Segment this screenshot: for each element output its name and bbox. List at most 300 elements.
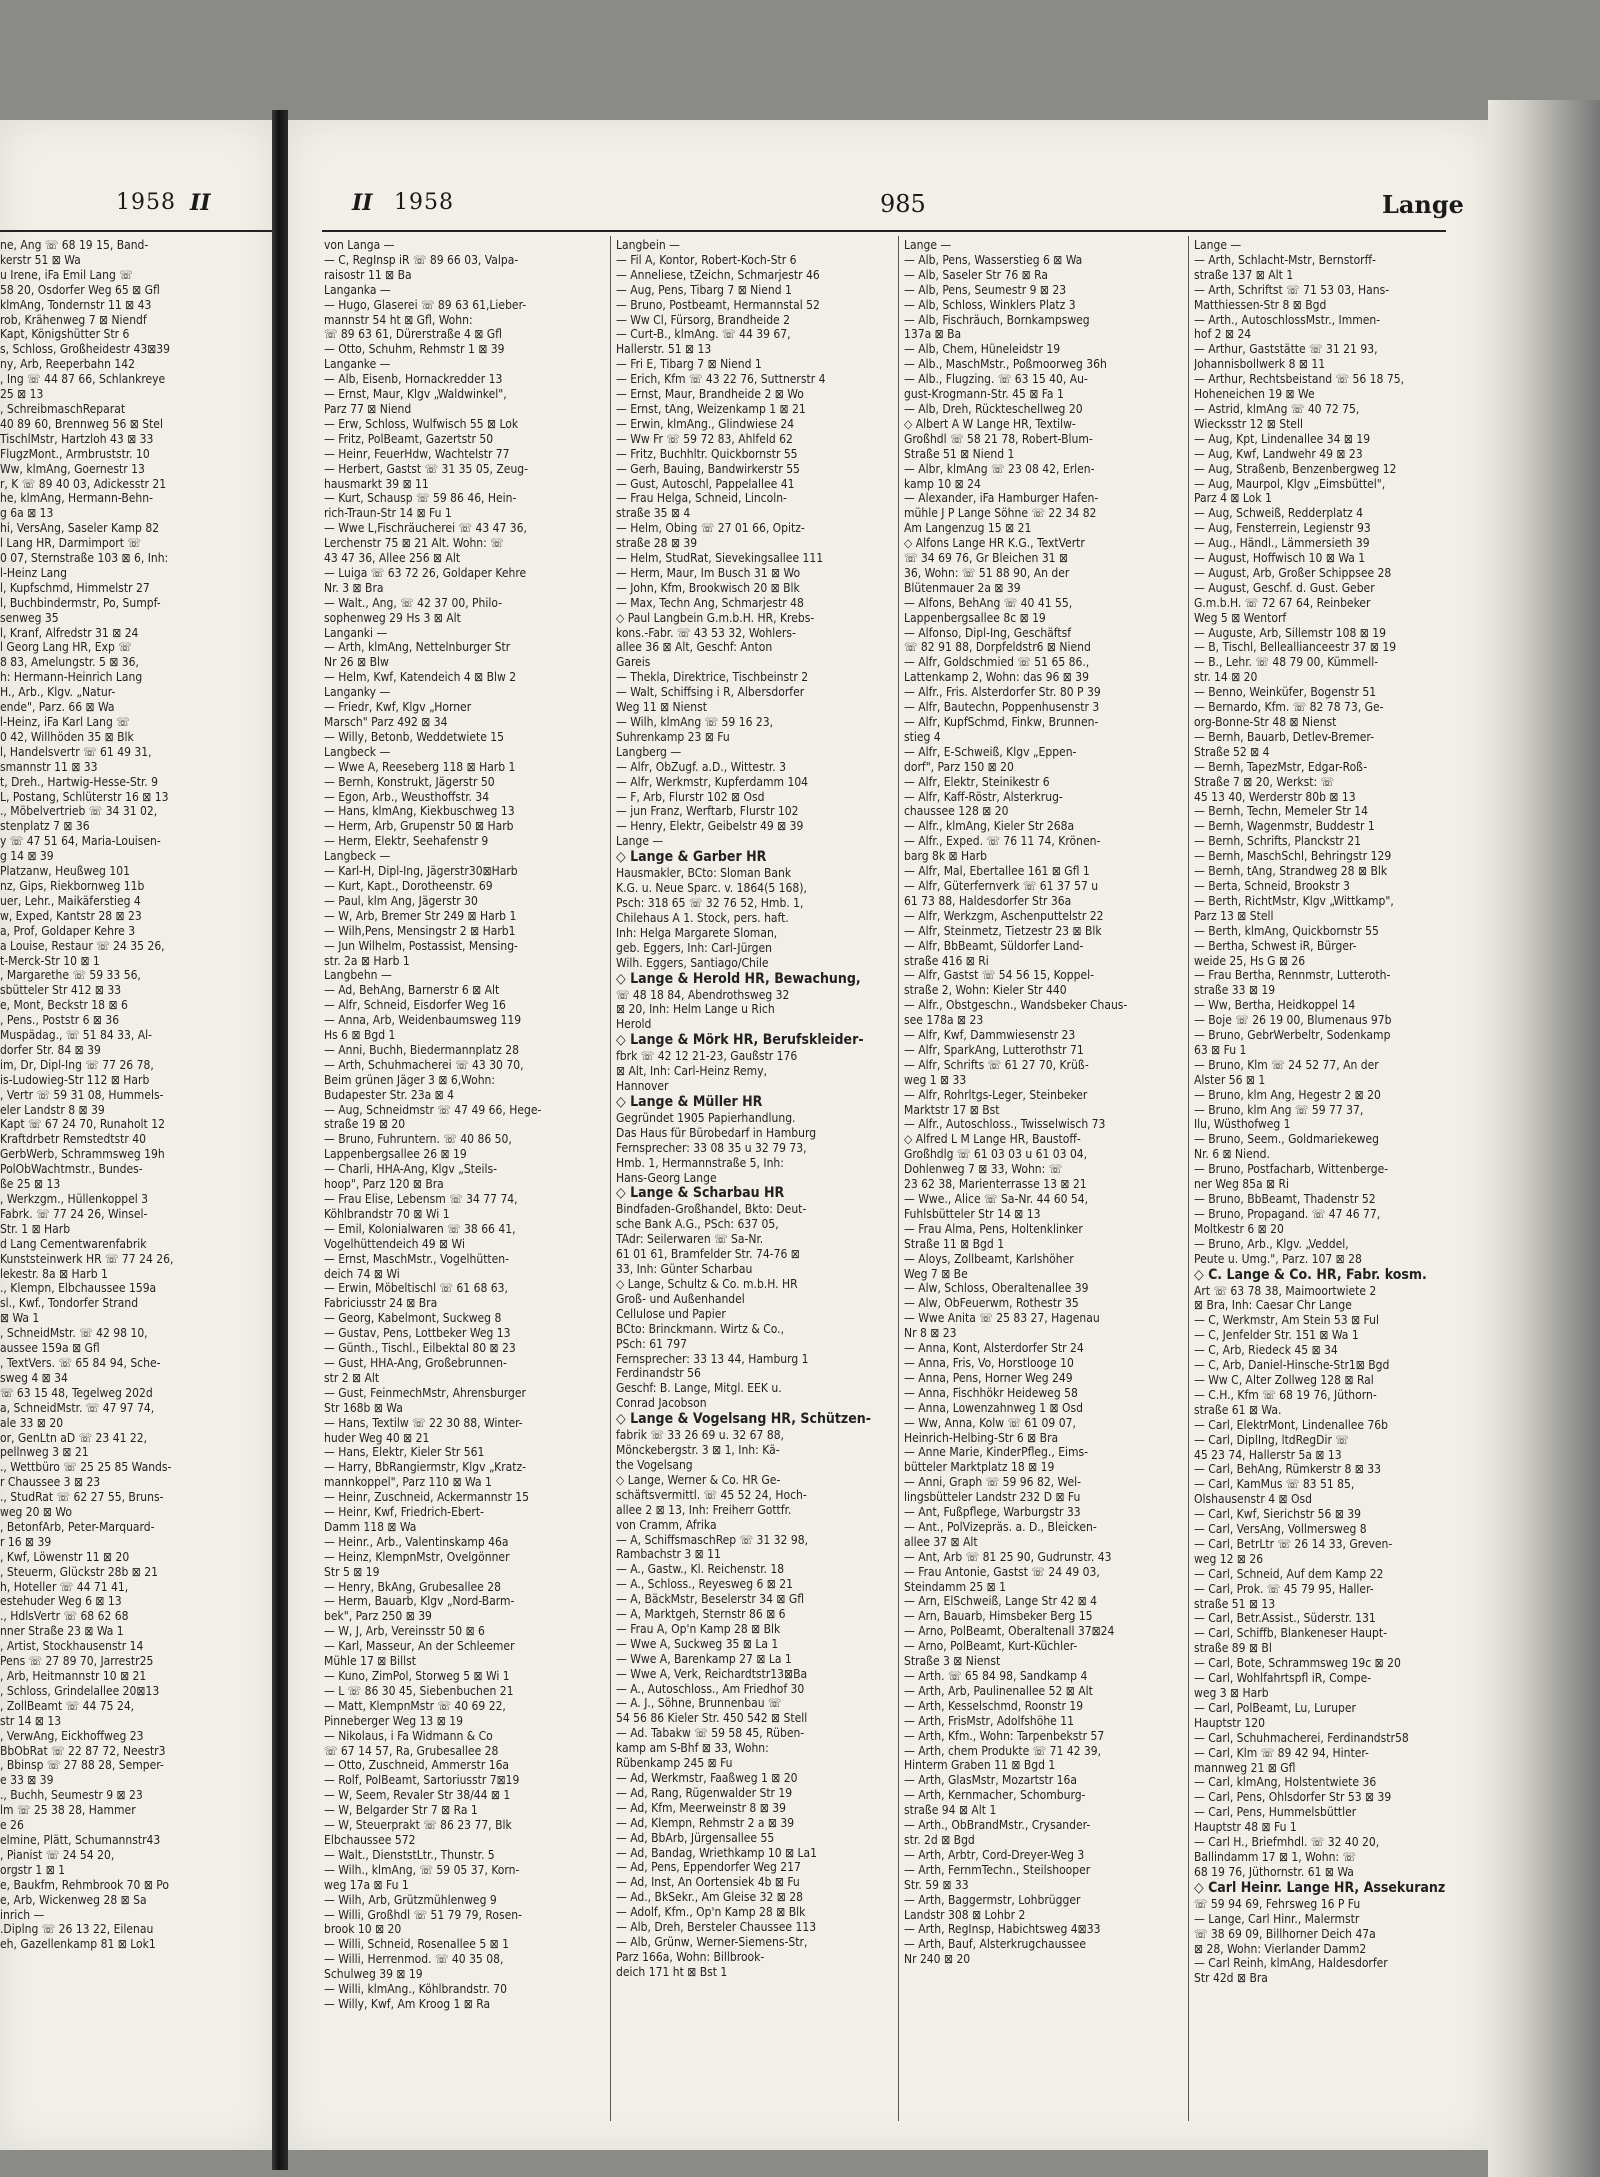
directory-entry: — Thekla, Direktrice, Tischbeinstr 2	[616, 670, 809, 685]
directory-entry: sbütteler Str 412 ⊠ 33	[0, 983, 122, 998]
directory-entry: 0 07, Sternstraße 103 ⊠ 6, Inh:	[0, 551, 169, 566]
directory-entry: — Wwe A, Suckweg 35 ⊠ La 1	[616, 1636, 779, 1651]
directory-entry: — Heinr., Arb., Valentinskamp 46a	[324, 1534, 509, 1549]
directory-entry: — Anne Marie, KinderPfleg., Eims-	[904, 1445, 1089, 1460]
directory-entry: — Hans, Textilw ☏ 22 30 88, Winter-	[324, 1415, 523, 1430]
directory-column-4	[1194, 238, 1446, 2118]
directory-entry: 63 ⊠ Fu 1	[1194, 1042, 1247, 1057]
directory-entry: ner Weg 85a ⊠ Ri	[1194, 1177, 1290, 1192]
directory-entry: — Wwe L,Fischräucherei ☏ 43 47 36,	[324, 521, 527, 536]
directory-entry: — Kurt, Schausp ☏ 59 86 46, Hein-	[324, 491, 517, 506]
directory-entry: 54 56 86 Kieler Str. 450 542 ⊠ Stell	[616, 1711, 808, 1726]
directory-entry: — Alb, Chem, Hüneleidstr 19	[904, 342, 1061, 357]
directory-entry: — Alfr, BbBeamt, Süldorfer Land-	[904, 938, 1084, 953]
directory-entry: straße 28 ⊠ 39	[616, 536, 698, 551]
directory-entry: ☏ 59 94 69, Fehrsweg 16 P Fu	[1194, 1896, 1361, 1911]
directory-entry: Bindfaden-Großhandel, Bkto: Deut-	[616, 1202, 807, 1217]
directory-entry: — Astrid, klmAng ☏ 40 72 75,	[1194, 401, 1360, 416]
directory-entry: — Hans, klmAng, Kiekbuschweg 13	[324, 804, 515, 819]
directory-entry: ne, Ang ☏ 68 19 15, Band-	[0, 238, 149, 252]
directory-entry: PolObWachtmstr., Bundes-	[0, 1162, 143, 1177]
directory-entry: — Arn, ElSchweiß, Lange Str 42 ⊠ 4	[904, 1594, 1097, 1609]
directory-entry: Hoheneichen 19 ⊠ We	[1194, 387, 1315, 402]
directory-entry: straße 2, Wohn: Kieler Str 440	[904, 983, 1067, 998]
directory-entry: uer, Lehr., Maikäferstieg 4	[0, 893, 141, 908]
directory-entry: Damm 118 ⊠ Wa	[324, 1519, 417, 1534]
directory-entry: — Otto, Zuschneid, Ammerstr 16a	[324, 1758, 510, 1773]
directory-entry: — Bernh, TapezMstr, Edgar-Roß-	[1194, 759, 1368, 774]
directory-entry: ., Buchh, Seumestr 9 ⊠ 23	[0, 1788, 143, 1803]
directory-entry: — Wwe A, Barenkamp 27 ⊠ La 1	[616, 1651, 792, 1666]
directory-entry: , SchreibmaschReparat	[0, 401, 126, 416]
directory-entry: Parz 13 ⊠ Stell	[1194, 908, 1274, 923]
directory-entry: weide 25, Hs G ⊠ 26	[1194, 953, 1306, 968]
directory-entry: Pinneberger Weg 13 ⊠ 19	[324, 1713, 463, 1728]
directory-entry: ◇ Lange & Scharbau HR	[616, 1185, 785, 1202]
directory-entry: Fuhlsbütteler Str 14 ⊠ 13	[904, 1206, 1041, 1221]
directory-entry: elmine, Plätt, Schumannstr43	[0, 1832, 161, 1847]
directory-entry: — Kurt, Kapt., Dorotheenstr. 69	[324, 878, 493, 893]
directory-entry: — Bernh, Wagenmstr, Buddestr 1	[1194, 819, 1375, 834]
directory-entry: Pens ☏ 27 89 70, Jarrestr25	[0, 1654, 154, 1669]
directory-entry: ., Wettbüro ☏ 25 25 85 Wands-	[0, 1460, 172, 1475]
directory-entry: ◇ Lange & Garber HR	[616, 849, 767, 866]
directory-entry: ◇ Alfons Lange HR K.G., TextVertr	[904, 536, 1085, 551]
directory-entry: lingsbütteler Landstr 232 D ⊠ Fu	[904, 1490, 1081, 1505]
directory-entry: — Frau Bertha, Rennmstr, Lutteroth-	[1194, 968, 1391, 983]
directory-entry: 0 42, Willhöden 35 ⊠ Blk	[0, 729, 134, 744]
directory-entry: or, GenLtn aD ☏ 23 41 22,	[0, 1430, 148, 1445]
directory-entry: Platzanw, Heußweg 101	[0, 864, 130, 879]
directory-entry: ☏ 48 18 84, Abendrothsweg 32	[616, 987, 790, 1002]
directory-entry: ☏ 89 63 61, Dürerstraße 4 ⊠ Gfl	[324, 327, 502, 342]
directory-entry: — Alfr, Kwf, Dammwiesenstr 23	[904, 1028, 1076, 1043]
directory-entry: — August, Hoffwisch 10 ⊠ Wa 1	[1194, 551, 1366, 566]
directory-entry: weg 20 ⊠ Wo	[0, 1505, 72, 1520]
directory-entry: — Lange, Carl Hinr., Malermstr	[1194, 1911, 1360, 1926]
directory-entry: Str 168b ⊠ Wa	[324, 1400, 403, 1415]
directory-entry: estehuder Weg 6 ⊠ 13	[0, 1594, 122, 1609]
directory-entry: ße 25 ⊠ 13	[0, 1177, 61, 1192]
directory-entry: — Heinr, Zuschneid, Ackermannstr 15	[324, 1490, 530, 1505]
directory-entry: Langanka —	[324, 282, 391, 297]
directory-entry: — Herm, Maur, Im Busch 31 ⊠ Wo	[616, 565, 801, 580]
directory-entry: — Nikolaus, i Fa Widmann & Co	[324, 1728, 493, 1743]
directory-entry: — Ant, Fußpflege, Warburgstr 33	[904, 1505, 1081, 1520]
directory-entry: — Ad, BehAng, Barnerstr 6 ⊠ Alt	[324, 983, 500, 998]
directory-entry: — Alfr, Steinmetz, Tietzestr 23 ⊠ Blk	[904, 923, 1102, 938]
directory-entry: — Herm, Bauarb, Klgv „Nord-Barm-	[324, 1594, 515, 1609]
directory-entry: u Irene, iFa Emil Lang ☏	[0, 267, 133, 282]
directory-entry: — Alfr, Güterfernverk ☏ 61 37 57 u	[904, 878, 1099, 893]
directory-entry: Psch: 318 65 ☏ 32 76 52, Hmb. 1,	[616, 895, 804, 910]
directory-entry: — Alb, Dreh, Bersteler Chaussee 113	[616, 1920, 817, 1935]
directory-entry: — Anna, Kont, Alsterdorfer Str 24	[904, 1341, 1084, 1356]
directory-entry: — Carl, PolBeamt, Lu, Luruper	[1194, 1700, 1356, 1715]
directory-entry: ., StudRat ☏ 62 27 55, Bruns-	[0, 1490, 164, 1505]
directory-entry: — Willi, klmAng., Köhlbrandstr. 70	[324, 1982, 507, 1997]
directory-entry: — Carl Reinh, klmAng, Haldesdorfer	[1194, 1956, 1388, 1971]
directory-entry: Langanke —	[324, 357, 391, 372]
directory-entry: — Gust, HHA-Ang, Großebrunnen-	[324, 1355, 507, 1370]
directory-entry: allee 2 ⊠ 13, Inh: Freiherr Gottfr.	[616, 1502, 792, 1517]
directory-entry: org-Bonne-Str 48 ⊠ Nienst	[1194, 715, 1337, 729]
directory-entry: a, SchneidMstr. ☏ 47 97 74,	[0, 1400, 155, 1415]
directory-entry: lekestr. 8a ⊠ Harb 1	[0, 1266, 108, 1281]
directory-entry: — Carl, Pens, Hummelsbüttler	[1194, 1805, 1357, 1820]
directory-entry: — Frau Helga, Schneid, Lincoln-	[616, 491, 787, 506]
directory-entry: l Lang HR, Darmimport ☏	[0, 536, 141, 551]
directory-entry: — jun Franz, Werftarb, Flurstr 102	[616, 804, 799, 819]
directory-entry: — Arthur, Gaststätte ☏ 31 21 93,	[1194, 342, 1378, 357]
left-page-volume: II	[190, 190, 211, 216]
directory-entry: K.G. u. Neue Sparc. v. 1864(5 168),	[616, 881, 807, 896]
directory-entry: raisostr 11 ⊠ Ba	[324, 267, 412, 282]
directory-entry: ⊠ 20, Inh: Helm Lange u Rich	[616, 1002, 775, 1017]
directory-entry: — Alb, Schloss, Winklers Platz 3	[904, 297, 1076, 312]
directory-entry: fbrk ☏ 42 12 21-23, Gaußstr 176	[616, 1049, 798, 1064]
directory-entry: ⊠ Alt, Inh: Carl-Heinz Remy,	[616, 1064, 768, 1079]
directory-entry: l, Handelsvertr ☏ 61 49 31,	[0, 744, 152, 759]
directory-entry: chaussee 128 ⊠ 20	[904, 804, 1009, 819]
directory-entry: Fabrk. ☏ 77 24 26, Winsel-	[0, 1206, 148, 1221]
directory-entry: allee 37 ⊠ Alt	[904, 1534, 978, 1549]
directory-entry: l, Buchbindermstr, Po, Sumpf-	[0, 595, 161, 610]
directory-entry: — Arno, PolBeamt, Oberaltenall 37⊠24	[904, 1624, 1115, 1639]
directory-entry: — Boje ☏ 26 19 00, Blumenaus 97b	[1194, 1013, 1392, 1028]
directory-entry: — Emil, Kolonialwaren ☏ 38 66 41,	[324, 1221, 516, 1236]
directory-entry: FlugzMont., Armbruststr. 10	[0, 446, 150, 461]
directory-entry: senweg 35	[0, 610, 59, 625]
directory-entry: — Jun Wilhelm, Postassist, Mensing-	[324, 938, 518, 953]
directory-entry: , Bbinsp ☏ 27 88 28, Semper-	[0, 1758, 164, 1773]
directory-entry: Lerchenstr 75 ⊠ 21 Alt. Wohn: ☏	[324, 536, 504, 551]
directory-entry: str. 14 ⊠ 20	[1194, 670, 1258, 685]
directory-entry: Gareis	[616, 655, 651, 670]
directory-entry: — Aug, Kwf, Landwehr 49 ⊠ 23	[1194, 446, 1363, 461]
directory-entry: , Werkzgm., Hüllenkoppel 3	[0, 1192, 149, 1206]
directory-entry: Wilh. Eggers, Santiago/Chile	[616, 955, 769, 970]
directory-entry: — Helm, Kwf, Katendeich 4 ⊠ Blw 2	[324, 670, 517, 685]
directory-entry: Ballindamm 17 ⊠ 1, Wohn: ☏	[1194, 1849, 1356, 1864]
directory-entry: straße 33 ⊠ 19	[1194, 983, 1276, 998]
directory-entry: — Alb., Flugzing. ☏ 63 15 40, Au-	[904, 372, 1088, 387]
directory-entry: ◇ Lange, Schultz & Co. m.b.H. HR	[616, 1277, 798, 1291]
directory-entry: H., Arb., Klgv. „Natur-	[0, 685, 116, 700]
directory-entry: Hmb. 1, Hermannstraße 5, Inh:	[616, 1155, 784, 1170]
directory-entry: straße 19 ⊠ 20	[324, 1117, 406, 1132]
directory-entry: sche Bank A.G., PSch: 637 05,	[616, 1217, 779, 1232]
directory-entry: , Arb, Heitmannstr 10 ⊠ 21	[0, 1669, 147, 1683]
directory-entry: — Ernst, tAng, Weizenkamp 1 ⊠ 21	[616, 401, 806, 416]
directory-entry: — Frau Antonie, Gastst ☏ 24 49 03,	[904, 1564, 1100, 1579]
directory-entry: ., Klempn, Elbchaussee 159a	[0, 1281, 157, 1296]
directory-entry: nner Straße 23 ⊠ Wa 1	[0, 1624, 124, 1639]
directory-entry: — Wilh, klmAng ☏ 59 16 23,	[616, 715, 774, 729]
directory-entry: TischlMstr, Hartzloh 43 ⊠ 33	[0, 431, 154, 446]
directory-entry: 68 19 76, Jüthornstr. 61 ⊠ Wa	[1194, 1864, 1354, 1879]
directory-entry: Hannover	[616, 1079, 669, 1094]
directory-entry: Geschf: B. Lange, Mitgl. EEK u.	[616, 1381, 782, 1396]
directory-entry: , Margarethe ☏ 59 33 56,	[0, 968, 141, 983]
directory-entry: Chilehaus A 1. Stock, pers. haft.	[616, 910, 789, 925]
directory-entry: 33, Inh: Günter Scharbau	[616, 1262, 753, 1277]
directory-entry: Rübenkamp 245 ⊠ Fu	[616, 1756, 733, 1771]
directory-entry: — Alb, Eisenb, Hornackredder 13	[324, 372, 503, 387]
directory-entry: Str 5 ⊠ 19	[324, 1564, 380, 1579]
directory-entry: ◇ Albert A W Lange HR, Textilw-	[904, 416, 1076, 431]
directory-entry: — Frau A, Op'n Kamp 28 ⊠ Blk	[616, 1621, 781, 1636]
directory-entry: — C, Arb, Daniel-Hinsche-Str1⊠ Bgd	[1194, 1358, 1390, 1373]
directory-entry: nz, Gips, Riekbornweg 11b	[0, 878, 145, 893]
directory-entry: 61 73 88, Haldesdorfer Str 36a	[904, 893, 1072, 908]
directory-entry: — Alfons, BehAng ☏ 40 41 55,	[904, 595, 1073, 610]
directory-entry: Inh: Helga Margarete Sloman,	[616, 925, 778, 940]
directory-entry: s, Schloss, Großheidestr 43⊠39	[0, 342, 170, 357]
directory-entry: — Carl, klmAng, Holstentwiete 36	[1194, 1775, 1377, 1790]
directory-entry: — Herm, Arb, Grupenstr 50 ⊠ Harb	[324, 819, 514, 834]
directory-entry: brook 10 ⊠ 20	[324, 1922, 402, 1937]
directory-entry: ⊠ Bra, Inh: Caesar Chr Lange	[1194, 1298, 1352, 1313]
directory-entry: — Alb, Fischräuch, Bornkampsweg	[904, 312, 1090, 327]
directory-entry: — W, J, Arb, Vereinsstr 50 ⊠ 6	[324, 1624, 485, 1639]
directory-entry: , BetonfArb, Peter-Marquard-	[0, 1519, 155, 1534]
directory-entry: — C.H., Kfm ☏ 68 19 76, Jüthorn-	[1194, 1387, 1377, 1402]
directory-entry: — Curt-B., klmAng. ☏ 44 39 67,	[616, 327, 791, 342]
directory-entry: Fernsprecher: 33 13 44, Hamburg 1	[616, 1351, 809, 1366]
directory-entry: von Langa —	[324, 238, 395, 252]
directory-entry: — C, RegInsp iR ☏ 89 66 03, Valpa-	[324, 252, 519, 267]
directory-entry: TAdr: Seilerwaren ☏ Sa-Nr.	[616, 1232, 764, 1247]
directory-entry: von Cramm, Afrika	[616, 1517, 717, 1532]
directory-entry: Alster 56 ⊠ 1	[1194, 1072, 1266, 1087]
directory-entry: e, Arb, Wickenweg 28 ⊠ Sa	[0, 1892, 147, 1907]
directory-entry: straße 89 ⊠ Bl	[1194, 1641, 1272, 1656]
directory-entry: — Ad. Tabakw ☏ 59 58 45, Rüben-	[616, 1726, 805, 1741]
directory-entry: Hs 6 ⊠ Bgd 1	[324, 1028, 396, 1043]
directory-entry: — Ww Cl, Fürsorg, Brandheide 2	[616, 312, 790, 327]
directory-entry: Langanky —	[324, 685, 391, 700]
directory-entry: — Helm, StudRat, Sievekingsallee 111	[616, 551, 824, 566]
directory-entry: — Arth, FrisMstr, Adolfshöhe 11	[904, 1713, 1074, 1728]
directory-column-1	[324, 238, 596, 2118]
directory-entry: Marktstr 17 ⊠ Bst	[904, 1102, 1000, 1117]
directory-entry: — Arth, Schlacht-Mstr, Bernstorff-	[1194, 252, 1376, 267]
directory-entry: im, Dr, Dipl-Ing ☏ 77 26 78,	[0, 1057, 154, 1072]
directory-entry: — Anneliese, tZeichn, Schmarjestr 46	[616, 267, 820, 282]
directory-entry: Matthiessen-Str 8 ⊠ Bgd	[1194, 297, 1327, 312]
directory-entry: eler Landstr 8 ⊠ 39	[0, 1102, 105, 1117]
directory-entry: .Diplng ☏ 26 13 22, Eilenau	[0, 1922, 154, 1937]
directory-entry: d Lang Cementwarenfabrik	[0, 1236, 147, 1251]
directory-entry: t, Dreh., Hartwig-Hesse-Str. 9	[0, 774, 159, 789]
directory-entry: — Bruno, klm Ang, Hegestr 2 ⊠ 20	[1194, 1087, 1381, 1102]
directory-entry: , Vertr ☏ 59 31 08, Hummels-	[0, 1087, 164, 1102]
column-divider	[898, 236, 899, 2121]
directory-entry: GerbWerb, Schrammsweg 19h	[0, 1147, 165, 1162]
directory-entry: 25 ⊠ 13	[0, 387, 44, 402]
directory-entry: — Aug., Händl., Lämmersieth 39	[1194, 536, 1370, 551]
directory-entry: , SchneidMstr. ☏ 42 98 10,	[0, 1326, 148, 1341]
directory-entry: — F, Arb, Flurstr 102 ⊠ Osd	[616, 789, 765, 804]
directory-entry: ◇ Lange & Müller HR	[616, 1093, 763, 1110]
directory-entry: geb. Eggers, Inh: Carl-Jürgen	[616, 940, 772, 955]
directory-entry: , Pianist ☏ 24 54 20,	[0, 1847, 115, 1862]
directory-entry: Am Langenzug 15 ⊠ 21	[904, 521, 1032, 536]
directory-entry: Nr 8 ⊠ 23	[904, 1326, 957, 1341]
directory-entry: — Luiga ☏ 63 72 26, Goldaper Kehre	[324, 565, 527, 580]
page-edge	[1488, 100, 1600, 2177]
directory-entry: bek", Parz 250 ⊠ 39	[324, 1609, 432, 1624]
directory-entry: — C, Arb, Riedeck 45 ⊠ 34	[1194, 1343, 1338, 1358]
directory-entry: — Wilh,Pens, Mensingstr 2 ⊠ Harb1	[324, 923, 516, 938]
directory-entry: kamp 10 ⊠ 24	[904, 476, 981, 491]
directory-entry: ☏ 38 69 09, Billhorner Deich 47a	[1194, 1926, 1376, 1941]
directory-entry: — Alfr., klmAng, Kieler Str 268a	[904, 819, 1075, 834]
directory-entry: he, klmAng, Hermann-Behn-	[0, 491, 153, 506]
directory-entry: Peute u. Umg.", Parz. 107 ⊠ 28	[1194, 1251, 1362, 1266]
directory-column-2	[616, 238, 888, 2118]
directory-entry: — Carl, Schiffb, Blankeneser Haupt-	[1194, 1626, 1387, 1641]
directory-entry: Fabriciusstr 24 ⊠ Bra	[324, 1296, 438, 1311]
running-head: Lange	[1382, 190, 1464, 219]
directory-entry: a, Prof, Goldaper Kehre 3	[0, 923, 136, 938]
directory-entry: — Aug, Pens, Tibarg 7 ⊠ Niend 1	[616, 282, 792, 297]
directory-entry: the Vogelsang	[616, 1457, 693, 1472]
directory-entry: kerstr 51 ⊠ Wa	[0, 252, 81, 267]
directory-entry: — Arth, Schuhmacherei ☏ 43 30 70,	[324, 1057, 524, 1072]
directory-entry: , Steuerm, Glückstr 28b ⊠ 21	[0, 1564, 159, 1579]
directory-entry: — Arth, Kesselschmd, Roonstr 19	[904, 1698, 1084, 1713]
directory-entry: Ferdinandstr 56	[616, 1366, 701, 1381]
directory-entry: — Arth, klmAng, Nettelnburger Str	[324, 640, 511, 655]
directory-entry: — Berth, RichtMstr, Klgv „Wittkamp",	[1194, 893, 1394, 908]
directory-entry: — Herm, Elektr, Seehafenstr 9	[324, 834, 489, 849]
directory-entry: — Arth, RegInsp, Habichtsweg 4⊠33	[904, 1922, 1101, 1937]
directory-entry: — A., Schloss., Reyesweg 6 ⊠ 21	[616, 1577, 793, 1592]
directory-entry: — Bruno, klm Ang ☏ 59 77 37,	[1194, 1102, 1364, 1117]
directory-entry: — Arthur, Rechtsbeistand ☏ 56 18 75,	[1194, 372, 1405, 387]
directory-entry: — Rolf, PolBeamt, Sartoriusstr 7⊠19	[324, 1773, 520, 1788]
directory-entry: — Karl, Masseur, An der Schleemer	[324, 1639, 515, 1654]
directory-entry: Landstr 308 ⊠ Lohbr 2	[904, 1907, 1026, 1922]
directory-entry: — Alb, Grünw, Werner-Siemens-Str,	[616, 1934, 808, 1949]
directory-entry: Nr. 6 ⊠ Niend.	[1194, 1147, 1270, 1162]
directory-entry: — Ad, Klempn, Rehmstr 2 a ⊠ 39	[616, 1815, 795, 1830]
directory-entry: — Arth, FernmTechn., Steilshooper	[904, 1862, 1091, 1877]
directory-entry: Beim grünen Jäger 3 ⊠ 6,Wohn:	[324, 1072, 496, 1087]
directory-entry: — Ad, Pens, Eppendorfer Weg 217	[616, 1860, 801, 1875]
directory-entry: ☏ 34 69 76, Gr Bleichen 31 ⊠	[904, 551, 1069, 566]
directory-entry: weg 17a ⊠ Fu 1	[324, 1877, 409, 1892]
directory-entry: deich 74 ⊠ Wi	[324, 1266, 400, 1281]
directory-entry: — Günth., Tischl., Eilbektal 80 ⊠ 23	[324, 1341, 516, 1356]
directory-entry: — Hans, Elektr, Kieler Str 561	[324, 1445, 485, 1460]
directory-entry: — Arth, chem Produkte ☏ 71 42 39,	[904, 1743, 1102, 1758]
directory-entry: l-Heinz, iFa Karl Lang ☏	[0, 715, 130, 729]
directory-entry: — Anna, Lowenzahnweg 1 ⊠ Osd	[904, 1400, 1083, 1415]
directory-entry: — Arn, Bauarb, Himsbeker Berg 15	[904, 1609, 1093, 1624]
directory-entry: — Ant, Arb ☏ 81 25 90, Gudrunstr. 43	[904, 1549, 1112, 1564]
directory-entry: — Anni, Graph ☏ 59 96 82, Wel-	[904, 1475, 1082, 1490]
directory-entry: — Ww C, Alter Zollweg 128 ⊠ Ral	[1194, 1372, 1374, 1387]
directory-entry: Dohlenweg 7 ⊠ 33, Wohn: ☏	[904, 1162, 1063, 1177]
directory-entry: — Bernh, Bauarb, Detlev-Bremer-	[1194, 729, 1374, 744]
directory-entry: g 6a ⊠ 13	[0, 506, 54, 521]
directory-entry: — A, Marktgeh, Sternstr 86 ⊠ 6	[616, 1607, 786, 1622]
directory-entry: straße 94 ⊠ Alt 1	[904, 1803, 997, 1818]
directory-entry: — Ad, Werkmstr, Faaßweg 1 ⊠ 20	[616, 1771, 798, 1785]
directory-entry: — Carl, Prok. ☏ 45 79 95, Haller-	[1194, 1581, 1374, 1596]
directory-entry: weg 3 ⊠ Harb	[1194, 1686, 1269, 1700]
directory-entry: G.m.b.H. ☏ 72 67 64, Reinbeker	[1194, 595, 1371, 610]
directory-entry: — Walt., Ang, ☏ 42 37 00, Philo-	[324, 595, 503, 610]
directory-entry: , Artist, Stockhausenstr 14	[0, 1639, 144, 1654]
directory-entry: 36, Wohn: ☏ 51 88 90, An der	[904, 565, 1070, 580]
directory-entry: Kunststeinwerk HR ☏ 77 24 26,	[0, 1251, 174, 1266]
directory-entry: — Willy, Betonb, Weddetwiete 15	[324, 729, 505, 744]
directory-entry: — Bernh, Schrifts, Planckstr 21	[1194, 834, 1362, 849]
directory-entry: orgstr 1 ⊠ 1	[0, 1862, 66, 1877]
directory-entry: — Alfr, Rohrltgs-Leger, Steinbeker	[904, 1087, 1088, 1102]
directory-entry: Gegründet 1905 Papierhandlung.	[616, 1110, 796, 1125]
directory-entry: — Alfr, Gastst ☏ 54 56 15, Koppel-	[904, 968, 1094, 983]
directory-entry: — Karl-H, Dipl-Ing, Jägerstr30⊠Harb	[324, 864, 518, 879]
directory-entry: mühle J P Lange Söhne ☏ 22 34 82	[904, 506, 1097, 521]
directory-entry: — W, Belgarder Str 7 ⊠ Ra 1	[324, 1803, 478, 1818]
directory-entry: — Alfr, Elektr, Steinikestr 6	[904, 774, 1050, 789]
directory-entry: Nr. 3 ⊠ Bra	[324, 580, 384, 595]
directory-entry: , Pens., Poststr 6 ⊠ 36	[0, 1013, 120, 1028]
directory-entry: l Georg Lang HR, Exp ☏	[0, 640, 132, 655]
directory-entry: l, Kupfschmd, Himmelstr 27	[0, 580, 150, 595]
directory-entry: y ☏ 47 51 64, Maria-Louisen-	[0, 834, 161, 849]
directory-entry: Str. 1 ⊠ Harb	[0, 1221, 71, 1236]
directory-entry: Langbein —	[616, 238, 680, 252]
directory-entry: l, Kranf, Alfredstr 31 ⊠ 24	[0, 625, 139, 640]
directory-entry: — Alfonso, Dipl-Ing, Geschäftsf	[904, 625, 1072, 640]
directory-entry: — Henry, BkAng, Grubesallee 28	[324, 1579, 501, 1594]
directory-entry: — Aug, Maurpol, Klgv „Eimsbüttel",	[1194, 476, 1386, 491]
directory-entry: — Alfr, KupfSchmd, Finkw, Brunnen-	[904, 715, 1099, 729]
directory-entry: Lange —	[904, 238, 952, 252]
directory-entry: — Alw, Schloss, Oberaltenallee 39	[904, 1281, 1089, 1296]
directory-entry: Langbehn —	[324, 968, 392, 983]
directory-entry: r, K ☏ 89 40 03, Adickesstr 21	[0, 476, 167, 491]
directory-entry: r Chaussee 3 ⊠ 23	[0, 1475, 101, 1490]
directory-entry: Parz 4 ⊠ Lok 1	[1194, 491, 1272, 506]
directory-entry: Langbeck —	[324, 744, 391, 759]
directory-entry: Lange —	[1194, 238, 1242, 252]
directory-entry: — Alb, Saseler Str 76 ⊠ Ra	[904, 267, 1049, 282]
directory-entry: — Bernh, MaschSchl, Behringstr 129	[1194, 849, 1392, 864]
directory-entry: — Alfr, Mal, Ebertallee 161 ⊠ Gfl 1	[904, 864, 1090, 879]
directory-entry: gust-Krogmann-Str. 45 ⊠ Fa 1	[904, 387, 1064, 402]
directory-entry: — Anna, Arb, Weidenbaumsweg 119	[324, 1013, 522, 1028]
directory-entry: — Carl, Kwf, Sierichstr 56 ⊠ 39	[1194, 1507, 1362, 1522]
directory-entry: — Egon, Arb., Weusthoffstr. 34	[324, 789, 490, 804]
directory-entry: — Alfr., Autoschloss., Twisselwisch 73	[904, 1117, 1106, 1132]
directory-entry: Großhdlg ☏ 61 03 03 u 61 03 04,	[904, 1147, 1088, 1162]
directory-entry: Budapester Str. 23a ⊠ 4	[324, 1087, 454, 1102]
directory-entry: ◇ Lange & Mörk HR, Berufskleider-	[616, 1032, 864, 1049]
directory-entry: — Bruno, Postbeamt, Hermannstal 52	[616, 297, 820, 312]
directory-entry: hausmarkt 39 ⊠ 11	[324, 476, 429, 491]
directory-entry: ◇ Paul Langbein G.m.b.H. HR, Krebs-	[616, 610, 815, 625]
directory-entry: Steindamm 25 ⊠ 1	[904, 1579, 1007, 1594]
directory-entry: — Frau Alma, Pens, Holtenklinker	[904, 1221, 1083, 1236]
directory-entry: t-Merck-Str 10 ⊠ 1	[0, 953, 100, 968]
